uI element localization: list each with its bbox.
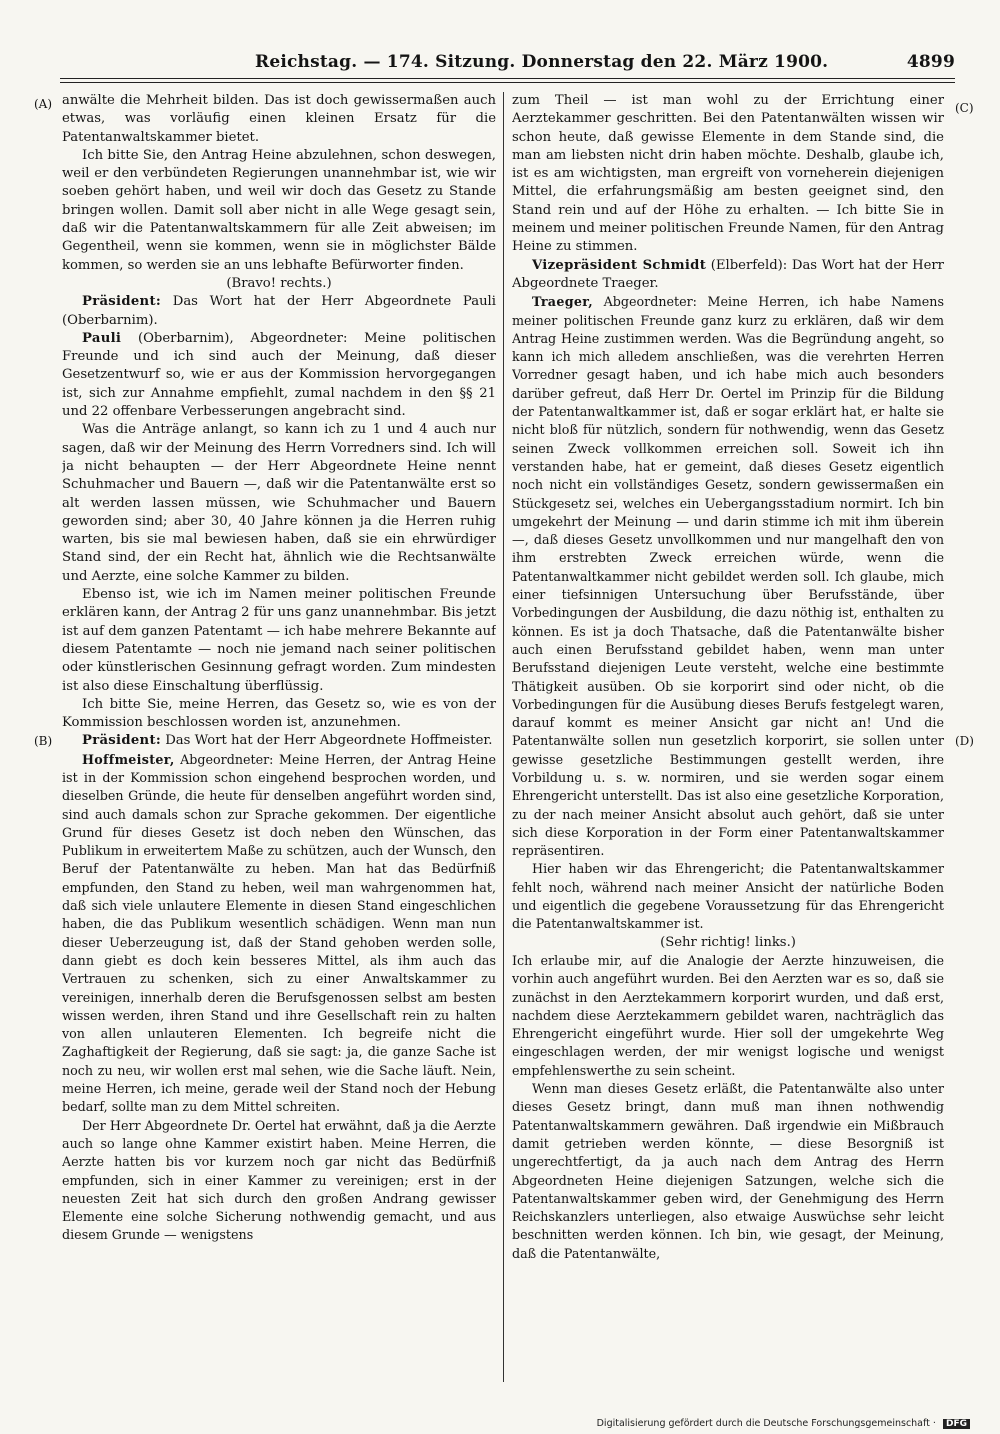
- paragraph: Hier haben wir das Ehrengericht; die Patentanwaltskammer fehlt noch, während nach meiner Ansicht der natürliche Boden und eigentlich die gegebene Voraussetzung für das Ehrengericht die Patentanwaltskammer ist.: [512, 861, 944, 932]
- speaker-name: Pauli: [82, 330, 122, 346]
- speech-text: Das Wort hat der Herr Abgeordnete Pauli (Oberbarnim).: [62, 294, 496, 328]
- interjection: (Sehr richtig! links.): [660, 934, 796, 950]
- paragraph: [62, 751, 496, 1117]
- speech-text: (Elberfeld): Das Wort hat der Herr Abgeordnete Traeger.: [512, 257, 944, 291]
- speaker-name: Präsident:: [82, 733, 162, 749]
- margin-mark-c: (C): [955, 101, 974, 115]
- paragraph: [62, 732, 496, 750]
- speaker-name: Präsident:: [82, 294, 162, 310]
- header-rule-dotted: [60, 82, 955, 83]
- margin-mark-a: (A): [34, 97, 53, 111]
- dfg-logo: DFG: [943, 1419, 970, 1429]
- paragraph: [62, 293, 496, 330]
- paragraph: Wenn man dieses Gesetz erläßt, die Patentanwälte also unter dieses Gesetz bringt, dann muß man ihnen nothwendig Patentanwaltskammern gewähren. Daß irgendwie ein Mißbrauch damit getrieben werden könnte, — diese Besorgniß ist ungerechtfertigt, da ja auch nach dem Antrag des Herrn Abgeordneten Heine diejenigen Satzungen, welche sich die Patentanwaltskammer geben wird, der Genehmigung des Herrn Reichskanzlers unterliegen, also etwaige Auswüchse sehr leicht beschnitten werden können. Ich bin, wie gesagt, der Meinung, daß die Patentanwälte,: [512, 1081, 944, 1261]
- paragraph: [62, 330, 496, 421]
- speaker-name: Vizepräsident Schmidt: [532, 257, 707, 273]
- paragraph: Der Herr Abgeordnete Dr. Oertel hat erwähnt, daß ja die Aerzte auch so lange ohne Kammer existirt haben. Meine Herren, die Aerzte hatten bis vor kurzem noch gar nicht das Bedürfniß empfunden, sich in einer Kammer zu vereinigen; erst in der neuesten Zeit hat sich durch den großen Andrang gewisser Elemente eine solche Sicherung nothwendig gemacht, und aus diesem Grunde — wenigstens: [62, 1117, 496, 1243]
- paragraph: anwälte die Mehrheit bilden. Das ist doch gewissermaßen auch etwas, was vorläufig einen kleinen Ersatz für die Patentanwaltskammer bietet.: [62, 93, 496, 145]
- credit-text: Digitalisierung gefördert durch die Deutsche Forschungsgemeinschaft ·: [596, 1418, 936, 1429]
- interjection: (Bravo! rechts.): [226, 275, 332, 291]
- speech-text: Das Wort hat der Herr Abgeordnete Hoffmeister.: [165, 733, 493, 749]
- page-header: [255, 52, 955, 76]
- header-title: Reichstag. — 174. Sitzung. Donnerstag den 22. März 1900.: [255, 52, 829, 72]
- paragraph: zum Theil — ist man wohl zu der Errichtung einer Aerztekammer geschritten. Bei den Patentanwälten wissen wir schon heute, daß gewisse Elemente in dem Stande sind, die man am liebsten nicht drin haben möchte. Deshalb, glaube ich, ist es am wichtigsten, man ergreift von vorneherein diejenigen Mittel, die erfahrungsmäßig am besten geeignet sind, den Stand rein und auf der Höhe zu erhalten. — Ich bitte Sie in meinem und meiner politischen Freunde Namen, für den Antrag Heine zu stimmen.: [512, 93, 944, 255]
- header-rule: [60, 78, 955, 79]
- paragraph: Was die Anträge anlangt, so kann ich zu 1 und 4 auch nur sagen, daß wir der Meinung des Herrn Vorredners sind. Ich will ja nicht behaupten — der Herr Abgeordnete Heine nennt Schuhmacher und Bauern —, daß wir die Patentanwälte erst so alt werden lassen müssen, wie Schuhmacher und Bauern geworden sind; aber 30, 40 Jahre können ja die Herren ruhig warten, bis sie mal bewiesen haben, daß sie ein ehrwürdiger Stand sind, der ein Recht hat, ähnlich wie die Rechtsanwälte und Aerzte, eine solche Kammer zu bilden.: [62, 422, 496, 584]
- speech-text: Abgeordneter: Meine Herren, der Antrag Heine ist in der Kommission schon eingehend besprochen worden, und dieselben Gründe, die heute für denselben angeführt worden sind, sind auch damals schon zur Sprache gekommen. Der eigentliche Grund für dieses Gesetz ist doch neben den Wünschen, das Publikum in erweitertem Maße zu schützen, auch der Wunsch, den Beruf der Patentanwälte zu heben. Man hat das Bedürfniß empfunden, den Stand zu heben, weil man wahrgenommen hat, daß sich viele unlautere Elemente in diesen Stand eingeschlichen haben, die das Publikum wesentlich schädigen. Wenn man nun dieser Ueberzeugung ist, daß der Stand gehoben werden solle, dann giebt es doch kein besseres Mittel, als ihm auch das Vertrauen zu schenken, sich zu einer Anwaltskammer zu vereinigen, innerhalb deren die Berufsgenossen selbst am besten wissen werden, ihren Stand und ihre Gesellschaft rein zu halten von allen unlauteren Elementen. Ich begreife nicht die Zaghaftigkeit der Regierung, daß sie sagt: ja, die ganze Sache ist noch zu neu, wir wollen erst mal sehen, wie die Sache läuft. Nein, meine Herren, ich meine, gerade weil der Stand noch der Hebung bedarf, sollte man zu dem Mittel schreiten.: [62, 751, 496, 1115]
- page-number: 4899: [906, 52, 955, 72]
- paragraph: Ich bitte Sie, den Antrag Heine abzulehnen, schon deswegen, weil er den verbündeten Regierungen unannehmbar ist, wie wir soeben gehört haben, und weil wir doch das Gesetz zu Stande bringen wollen. Damit soll aber nicht in alle Wege gesagt sein, daß wir die Patentanwaltskammern für alle Zeit abweisen; im Gegentheil, wenn sie kommen, wenn sie in möglichster Bälde kommen, so werden sie an uns lebhafte Befürworter finden.: [62, 147, 496, 273]
- paragraph: [512, 257, 944, 294]
- margin-mark-b: (B): [34, 734, 53, 748]
- left-column: [62, 92, 496, 1382]
- speech-text: (Oberbarnim), Abgeordneter: Meine politischen Freunde und ich sind auch der Meinung, daß dieser Gesetzentwurf so, wie er aus der Kommission hervorgegangen ist, sich zur Annahme empfiehlt, zumal nachdem in den §§ 21 und 22 offenbare Verbesserungen angebracht sind.: [62, 330, 496, 420]
- paragraph: [512, 293, 944, 860]
- margin-mark-d: (D): [955, 734, 974, 748]
- column-divider: [503, 92, 504, 1382]
- right-column: [512, 92, 944, 1382]
- speaker-name: Traeger,: [532, 294, 594, 310]
- speech-text: Abgeordneter: Meine Herren, ich habe Namens meiner politischen Freunde ganz kurz zu erklären, daß wir dem Antrag Heine zustimmen werden. Was die Begründung angeht, so kann ich mich alledem anschließen, was die verehrten Herren Vorredner gesagt haben, und ich habe mich auch besonders darüber gefreut, daß Herr Dr. Oertel im Prinzip für die Bildung der Patentanwaltkammer ist, daß er sogar erklärt hat, er halte sie nicht bloß für nützlich, sondern für nothwendig, wenn das Gesetz seinen Zweck vollkommen erreichen soll. Soweit ich ihn verstanden habe, hat er gemeint, daß dieses Gesetz eigentlich noch nicht ein vollständiges Gesetz, sondern gewissermaßen ein Stückgesetz sei, welches ein Uebergangsstadium normirt. Ich bin umgekehrt der Meinung — und darin stimme ich mit ihm überein —, daß dieses Gesetz unvollkommen und nur mangelhaft den von ihm erstrebten Zweck erreichen würde, wenn die Patentanwaltkammer nicht gebildet werden soll. Ich glaube, mich einer tiefsinnigen Untersuchung über Berufsstände, über Vorbedingungen der Ausbildung, die dazu nöthig ist, enthalten zu können. Es ist ja doch Thatsache, daß die Patentanwälte bisher auch einen Berufsstand gebildet haben, wenn man unter Berufsstand diejenigen Leute versteht, welche eine bestimmte Thätigkeit ausüben. Ob sie korporirt sind oder nicht, ob die Vorbedingungen für die Ausübung dieses Berufs festgelegt waren, darauf kommt es meiner Ansicht gar nicht an! Und die Patentanwälte sollen nun gesetzlich korporirt, sie sollen unter gewisse gesetzliche Bestimmungen gestellt werden, ihre Vorbildung u. s. w. normiren, und sie werden sogar einem Ehrengericht unterstellt. Das ist also eine gesetzliche Korporation, zu der nach meiner Ansicht absolut auch gehört, daß sie unter sich diese Korporation in der Form einer Patentanwaltskammer repräsentiren.: [512, 294, 944, 859]
- paragraph: Ich erlaube mir, auf die Analogie der Aerzte hinzuweisen, die vorhin auch angeführt wurden. Bei den Aerzten war es so, daß sie zunächst in den Aerztekammern korporirt wurden, und daß erst, nachdem diese Aerztekammern gebildet waren, nachträglich das Ehrengericht eingeführt wurde. Hier soll der umgekehrte Weg eingeschlagen werden, der mir wenigst logische und wenigst empfehlenswerthe zu sein scheint.: [512, 952, 944, 1078]
- paragraph: Ich bitte Sie, meine Herren, das Gesetz so, wie es von der Kommission beschlossen worden ist, anzunehmen.: [62, 696, 496, 731]
- paragraph: Ebenso ist, wie ich im Namen meiner politischen Freunde erklären kann, der Antrag 2 für uns ganz unannehmbar. Bis jetzt ist auf dem ganzen Patentamt — ich habe mehrere Bekannte auf diesem Patentamte — noch nie jemand nach seiner politischen oder künstlerischen Gesinnung gefragt worden. Zum mindesten ist also diese Einschaltung überflüssig.: [62, 587, 496, 694]
- speaker-name: Hoffmeister,: [82, 751, 175, 767]
- digitization-credit: [597, 1418, 970, 1429]
